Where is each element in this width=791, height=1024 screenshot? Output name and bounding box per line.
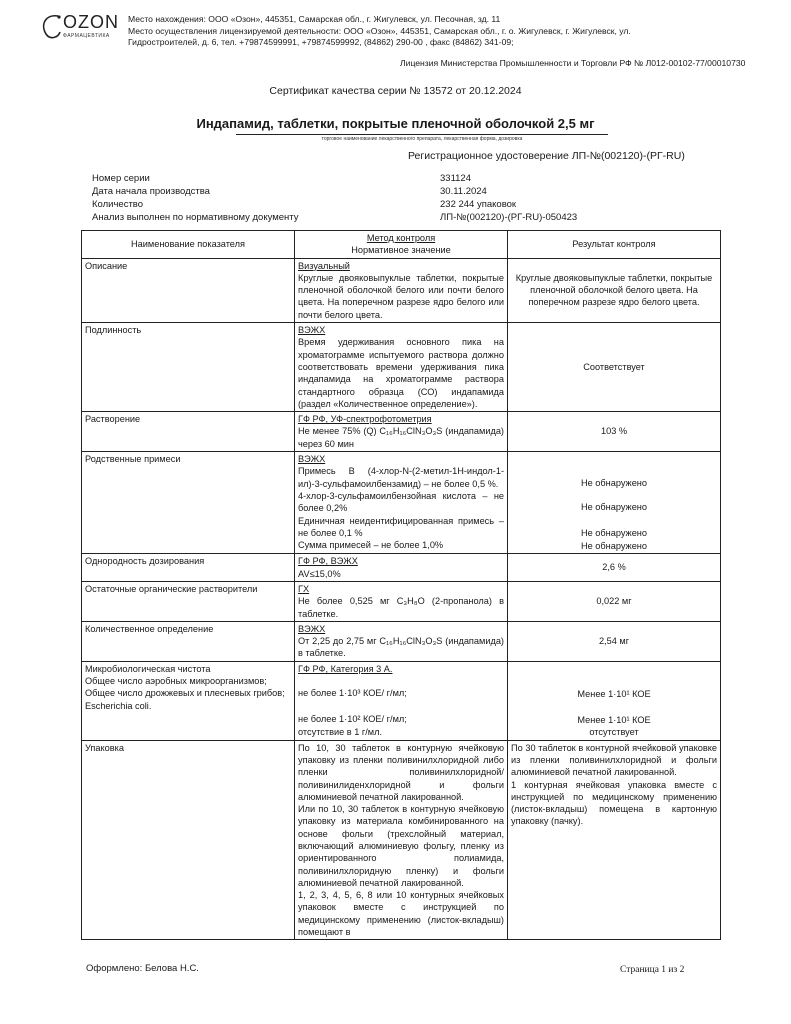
info-row xyxy=(92,199,732,212)
row-method: ГФ РФ, Категория 3 А. xyxy=(298,663,393,674)
row-name-text: Микробиологическая чистота xyxy=(85,663,211,674)
row-norm xyxy=(295,554,508,582)
row-result: Круглые двояковыпуклые таблетки, покрытые пленочной оболочкой белого цвета. На поперечном разрезе ядро белого цвета. xyxy=(508,258,721,322)
table-row xyxy=(82,452,721,554)
row-norm-text: Время удерживания основного пика на хроматограмме испытуемого раствора должно соответствовать времени удерживания пика индапамида на хроматограмме раствора стандартного образца (СО) индапамида (раздел «Количественное определение»). xyxy=(298,337,504,409)
row-norm-text: Сумма примесей – не более 1,0% xyxy=(298,540,444,551)
info-value: 30.11.2024 xyxy=(440,186,487,197)
row-norm xyxy=(295,661,508,740)
row-name xyxy=(82,661,295,740)
certificate-title: Сертификат качества серии № 13572 от 20.12.2024 xyxy=(269,85,522,97)
row-result-text: отсутствует xyxy=(589,727,639,738)
row-norm-text: не более 1·10² КОЕ/ г/мл; xyxy=(298,714,407,725)
row-norm-text: Или по 10, 30 таблеток в контурную ячейковую упаковку из материала комбинированного на основе фольги (трехслойный материал, включающий алюминиевую фольгу, пленку из ориентированного полиамида, поливинилхлоридную пленку) и фольги алюминиевой печатной лакированной. xyxy=(298,804,504,888)
row-norm xyxy=(295,412,508,452)
row-name: Описание xyxy=(82,258,295,322)
row-norm-text: 4-хлор-3-сульфамоилбензойная кислота – не более 0,2% xyxy=(298,490,504,514)
row-norm-text: 1, 2, 3, 4, 5, 6, 8 или 10 контурных ячейковых упаковок вместе с инструкцией по медицинскому применению (листок-вкладыш) помещают в xyxy=(298,890,504,938)
info-label: Анализ выполнен по нормативному документу xyxy=(92,212,299,223)
row-norm-text: По 10, 30 таблеток в контурную ячейковую упаковку из пленки поливинилхлоридной либо пленки поливинилхлоридной/поливинилиденхлоридной и фольги алюминиевой печатной лакированной. xyxy=(298,742,504,802)
row-norm-text: отсутствие в 1 г/мл. xyxy=(298,726,383,737)
info-row xyxy=(92,173,732,186)
license-line: Лицензия Министерства Промышленности и Торговли РФ № Л012-00102-77/00010730 xyxy=(400,58,746,68)
row-method: ГФ РФ, ВЭЖХ xyxy=(298,556,358,567)
table-header-row xyxy=(82,231,721,259)
registration-number: Регистрационное удостоверение ЛП-№(002120)-(РГ-RU) xyxy=(408,150,685,162)
product-subtitle: торговое наименование лекарственного препарата, лекарственная форма, дозировка xyxy=(321,136,523,142)
row-method: ВЭЖХ xyxy=(298,623,326,634)
info-value: 331124 xyxy=(440,173,471,184)
row-norm-text: Единичная неидентифицированная примесь – не более 0,1 % xyxy=(298,515,504,538)
row-name: Упаковка xyxy=(82,740,295,940)
row-method: Визуальный xyxy=(298,260,350,271)
row-name-text: Общее число аэробных микроорганизмов; xyxy=(85,676,267,687)
table-row xyxy=(82,412,721,452)
header-indicator: Наименование показателя xyxy=(82,231,295,259)
row-norm-text: Не более 0,525 мг C₃H₈O (2-пропанола) в таблетке. xyxy=(298,596,504,619)
info-row xyxy=(92,212,732,225)
row-norm xyxy=(295,258,508,322)
row-result xyxy=(508,740,721,940)
row-norm-text: От 2,25 до 2,75 мг C₁₆H₁₆ClN₃O₃S (индапамида) в таблетке. xyxy=(298,636,504,659)
spacer xyxy=(511,453,717,477)
row-result-text: 1 контурная ячейковая упаковка вместе с инструкцией по медицинскому применению (листок-вкладыш) помещена в картонную упаковку (пачку). xyxy=(511,779,717,827)
row-result-text: Не обнаружено xyxy=(581,502,647,513)
row-name-text: Общее число дрожжевых и плесневых грибов; xyxy=(85,688,285,699)
table-row xyxy=(82,581,721,621)
header-line: Место осуществления лицензируемой деятельности: ООО «Озон», 445351, Самарская обл., г. о. Жигулевск, г. Жигулевск, ул. xyxy=(128,25,631,36)
footer-author: Оформлено: Белова Н.С. xyxy=(86,963,199,974)
row-result: 103 % xyxy=(508,412,721,452)
row-result-text: Не обнаружено xyxy=(581,541,647,552)
table-row xyxy=(82,258,721,322)
product-title: Индапамид, таблетки, покрытые пленочной оболочкой 2,5 мг xyxy=(196,116,595,131)
table-row xyxy=(82,661,721,740)
row-norm-text: Не менее 75% (Q) C₁₆H₁₆ClN₃O₃S (индапамида) через 60 мин xyxy=(298,426,504,449)
header-method xyxy=(295,231,508,259)
row-result-text: Не обнаружено xyxy=(581,478,647,489)
row-norm-text: Круглые двояковыпуклые таблетки, покрытые пленочной оболочкой белого или почти белого цвета. На поперечном разрезе ядро белого или почти белого цвета. xyxy=(298,272,504,320)
row-result-text: Менее 1·10¹ КОЕ xyxy=(577,715,651,726)
row-result: Соответствует xyxy=(508,323,721,412)
row-norm-text: AV≤15,0% xyxy=(298,568,341,579)
table-row xyxy=(82,740,721,940)
title-underline xyxy=(236,134,608,135)
row-name: Остаточные органические растворители xyxy=(82,581,295,621)
quality-table xyxy=(81,230,721,940)
row-result-text: Не обнаружено xyxy=(581,528,647,539)
info-label: Количество xyxy=(92,199,144,210)
row-norm xyxy=(295,581,508,621)
row-norm xyxy=(295,740,508,940)
table-row xyxy=(82,323,721,412)
logo-subtitle: ФАРМАЦЕВТИКА xyxy=(63,33,110,39)
row-result: 2,54 мг xyxy=(508,621,721,661)
header-method-label: Метод контроля xyxy=(366,233,436,243)
table-row xyxy=(82,621,721,661)
row-result-text: Менее 1·10¹ КОЕ xyxy=(577,688,651,699)
header-norm-label: Нормативное значение xyxy=(351,245,451,256)
info-row xyxy=(92,186,732,199)
row-norm-text: Примесь В (4-хлор-N-(2-метил-1H-индол-1-ил)-3-сульфамоилбензамид) – не более 0,5 %. xyxy=(298,466,504,489)
info-label: Дата начала производства xyxy=(92,186,210,197)
company-header xyxy=(128,14,728,49)
info-value: ЛП-№(002120)-(РГ-RU)-050423 xyxy=(440,212,578,223)
row-method: ГФ РФ, УФ-спектрофотометрия xyxy=(298,414,432,425)
row-method: ВЭЖХ xyxy=(298,325,326,336)
row-name: Однородность дозирования xyxy=(82,554,295,582)
row-result-text: По 30 таблеток в контурной ячейковой упаковке из пленки поливинилхлоридной и фольги алюминиевой печатной лакированной. xyxy=(511,742,717,778)
header-line: Гидростроителей, д. 6, тел. +79874599991, +79874599992, (84862) 290-00 , факс (84862) 341-09; xyxy=(128,37,514,48)
info-label: Номер серии xyxy=(92,173,150,184)
row-result xyxy=(508,661,721,740)
row-norm xyxy=(295,621,508,661)
row-name: Количественное определение xyxy=(82,621,295,661)
row-name: Подлинность xyxy=(82,323,295,412)
info-value: 232 244 упаковок xyxy=(440,199,517,210)
footer-page-number: Страница 1 из 2 xyxy=(620,965,685,975)
row-result: 2,6 % xyxy=(508,554,721,582)
row-method: ГХ xyxy=(298,583,310,594)
row-name: Родственные примеси xyxy=(82,452,295,554)
logo-brand: OZON xyxy=(63,12,119,32)
row-result xyxy=(508,452,721,554)
table-row xyxy=(82,554,721,582)
header-result: Результат контроля xyxy=(508,231,721,259)
row-result: 0,022 мг xyxy=(508,581,721,621)
row-norm xyxy=(295,452,508,554)
row-norm-text: не более 1·10³ КОЕ/ г/мл; xyxy=(298,688,407,699)
row-method: ВЭЖХ xyxy=(298,454,326,465)
ozon-swirl-icon xyxy=(38,12,64,42)
batch-info xyxy=(92,173,732,225)
row-name-text: Escherichia coli. xyxy=(85,700,152,711)
row-name: Растворение xyxy=(82,412,295,452)
ozon-logo xyxy=(38,12,118,46)
header-line: Место нахождения: ООО «Озон», 445351, Самарская обл., г. Жигулевск, ул. Песочная, зд. 11 xyxy=(128,14,501,24)
row-norm xyxy=(295,323,508,412)
